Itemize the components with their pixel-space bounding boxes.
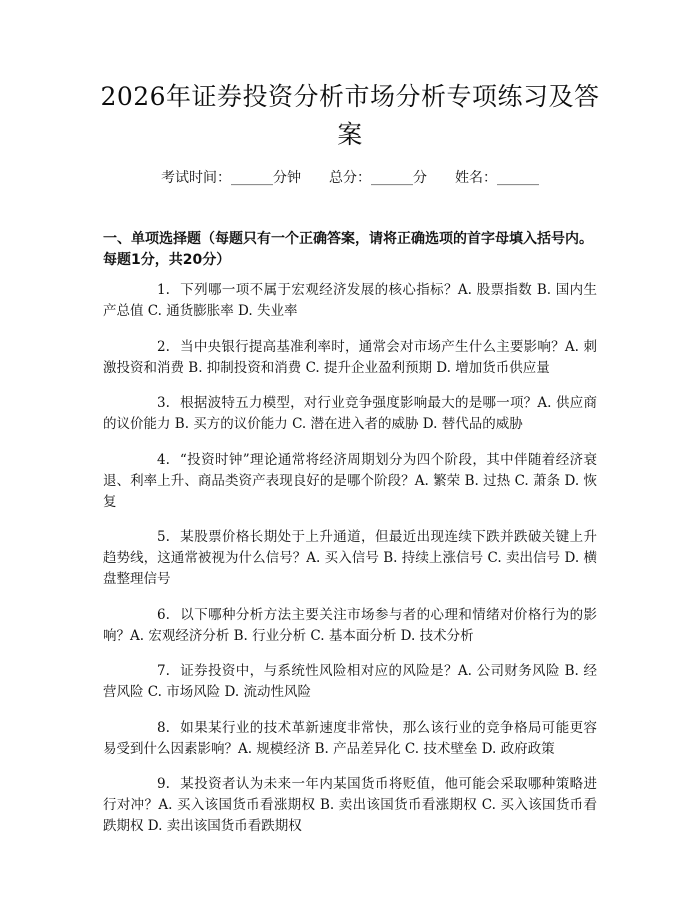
document-title: 2026年证券投资分析市场分析专项练习及答案 [100, 82, 600, 149]
question-item [103, 280, 597, 322]
question-number: 1. [157, 282, 170, 298]
total-score-blank: ______ [371, 170, 413, 186]
exam-time-label: 考试时间： [161, 170, 231, 186]
question-text: 根据波特五力模型，对行业竞争强度影响最大的是哪一项？A. 供应商的议价能力 B. 买方的议价能力 C. 潜在进入者的威胁 D. 替代品的威胁 [103, 395, 597, 432]
question-number: 9. [157, 776, 170, 792]
section-heading: 一、单项选择题（每题只有一个正确答案，请将正确选项的首字母填入括号内。每题1分，共20分） [103, 231, 593, 268]
total-score-unit: 分 [413, 170, 427, 186]
question-item [103, 661, 597, 703]
exam-time-field [161, 168, 301, 188]
question-item [103, 393, 597, 435]
student-name-field [455, 168, 539, 188]
total-score-field [329, 168, 427, 188]
question-item [103, 774, 597, 837]
exam-time-blank: ______ [231, 170, 273, 186]
question-text: “投资时钟”理论通常将经济周期划分为四个阶段，其中伴随着经济衰退、利率上升、商品类资产表现良好的是哪个阶段？A. 繁荣 B. 过热 C. 萧条 D. 恢复 [103, 451, 597, 510]
total-score-label: 总分： [329, 170, 371, 186]
question-text: 某投资者认为未来一年内某国货币将贬值，他可能会采取哪种策略进行对冲？A. 买入该国货币看涨期权 B. 卖出该国货币看涨期权 C. 买入该国货币看跌期权 D. 卖出该国货币看跌期权 [103, 776, 597, 834]
exam-info-line [0, 168, 700, 188]
question-item [103, 718, 597, 760]
question-number: 5. [157, 529, 170, 545]
question-number: 4. [157, 451, 170, 468]
exam-time-unit: 分钟 [273, 170, 301, 186]
student-name-label: 姓名： [455, 170, 497, 186]
question-item [103, 337, 597, 379]
question-text: 下列哪一项不属于宏观经济发展的核心指标？A. 股票指数 B. 国内生产总值 C. 通货膨胀率 D. 失业率 [103, 282, 597, 319]
question-number: 6. [157, 606, 170, 623]
question-text: 证券投资中，与系统性风险相对应的风险是？A. 公司财务风险 B. 经营风险 C. 市场风险 D. 流动性风险 [103, 663, 597, 700]
question-item [103, 450, 597, 513]
question-list [103, 280, 597, 852]
question-number: 2. [157, 338, 170, 355]
question-text: 如果某行业的技术革新速度非常快，那么该行业的竞争格局可能更容易受到什么因素影响？A. 规模经济 B. 产品差异化 C. 技术壁垒 D. 政府政策 [103, 719, 597, 757]
question-number: 3. [157, 395, 170, 411]
question-number: 8. [157, 719, 170, 736]
question-item [103, 527, 597, 590]
question-text: 某股票价格长期处于上升通道，但最近出现连续下跌并跌破关键上升趋势线，这通常被视为什么信号？A. 买入信号 B. 持续上涨信号 C. 卖出信号 D. 横盘整理信号 [103, 529, 597, 587]
question-number: 7. [157, 663, 170, 679]
question-text: 以下哪种分析方法主要关注市场参与者的心理和情绪对价格行为的影响？A. 宏观经济分析 B. 行业分析 C. 基本面分析 D. 技术分析 [103, 606, 597, 644]
question-item [103, 605, 597, 647]
student-name-blank: ______ [497, 170, 539, 186]
question-text: 当中央银行提高基准利率时，通常会对市场产生什么主要影响？A. 刺激投资和消费 B. 抑制投资和消费 C. 提升企业盈利预期 D. 增加货币供应量 [103, 338, 597, 376]
